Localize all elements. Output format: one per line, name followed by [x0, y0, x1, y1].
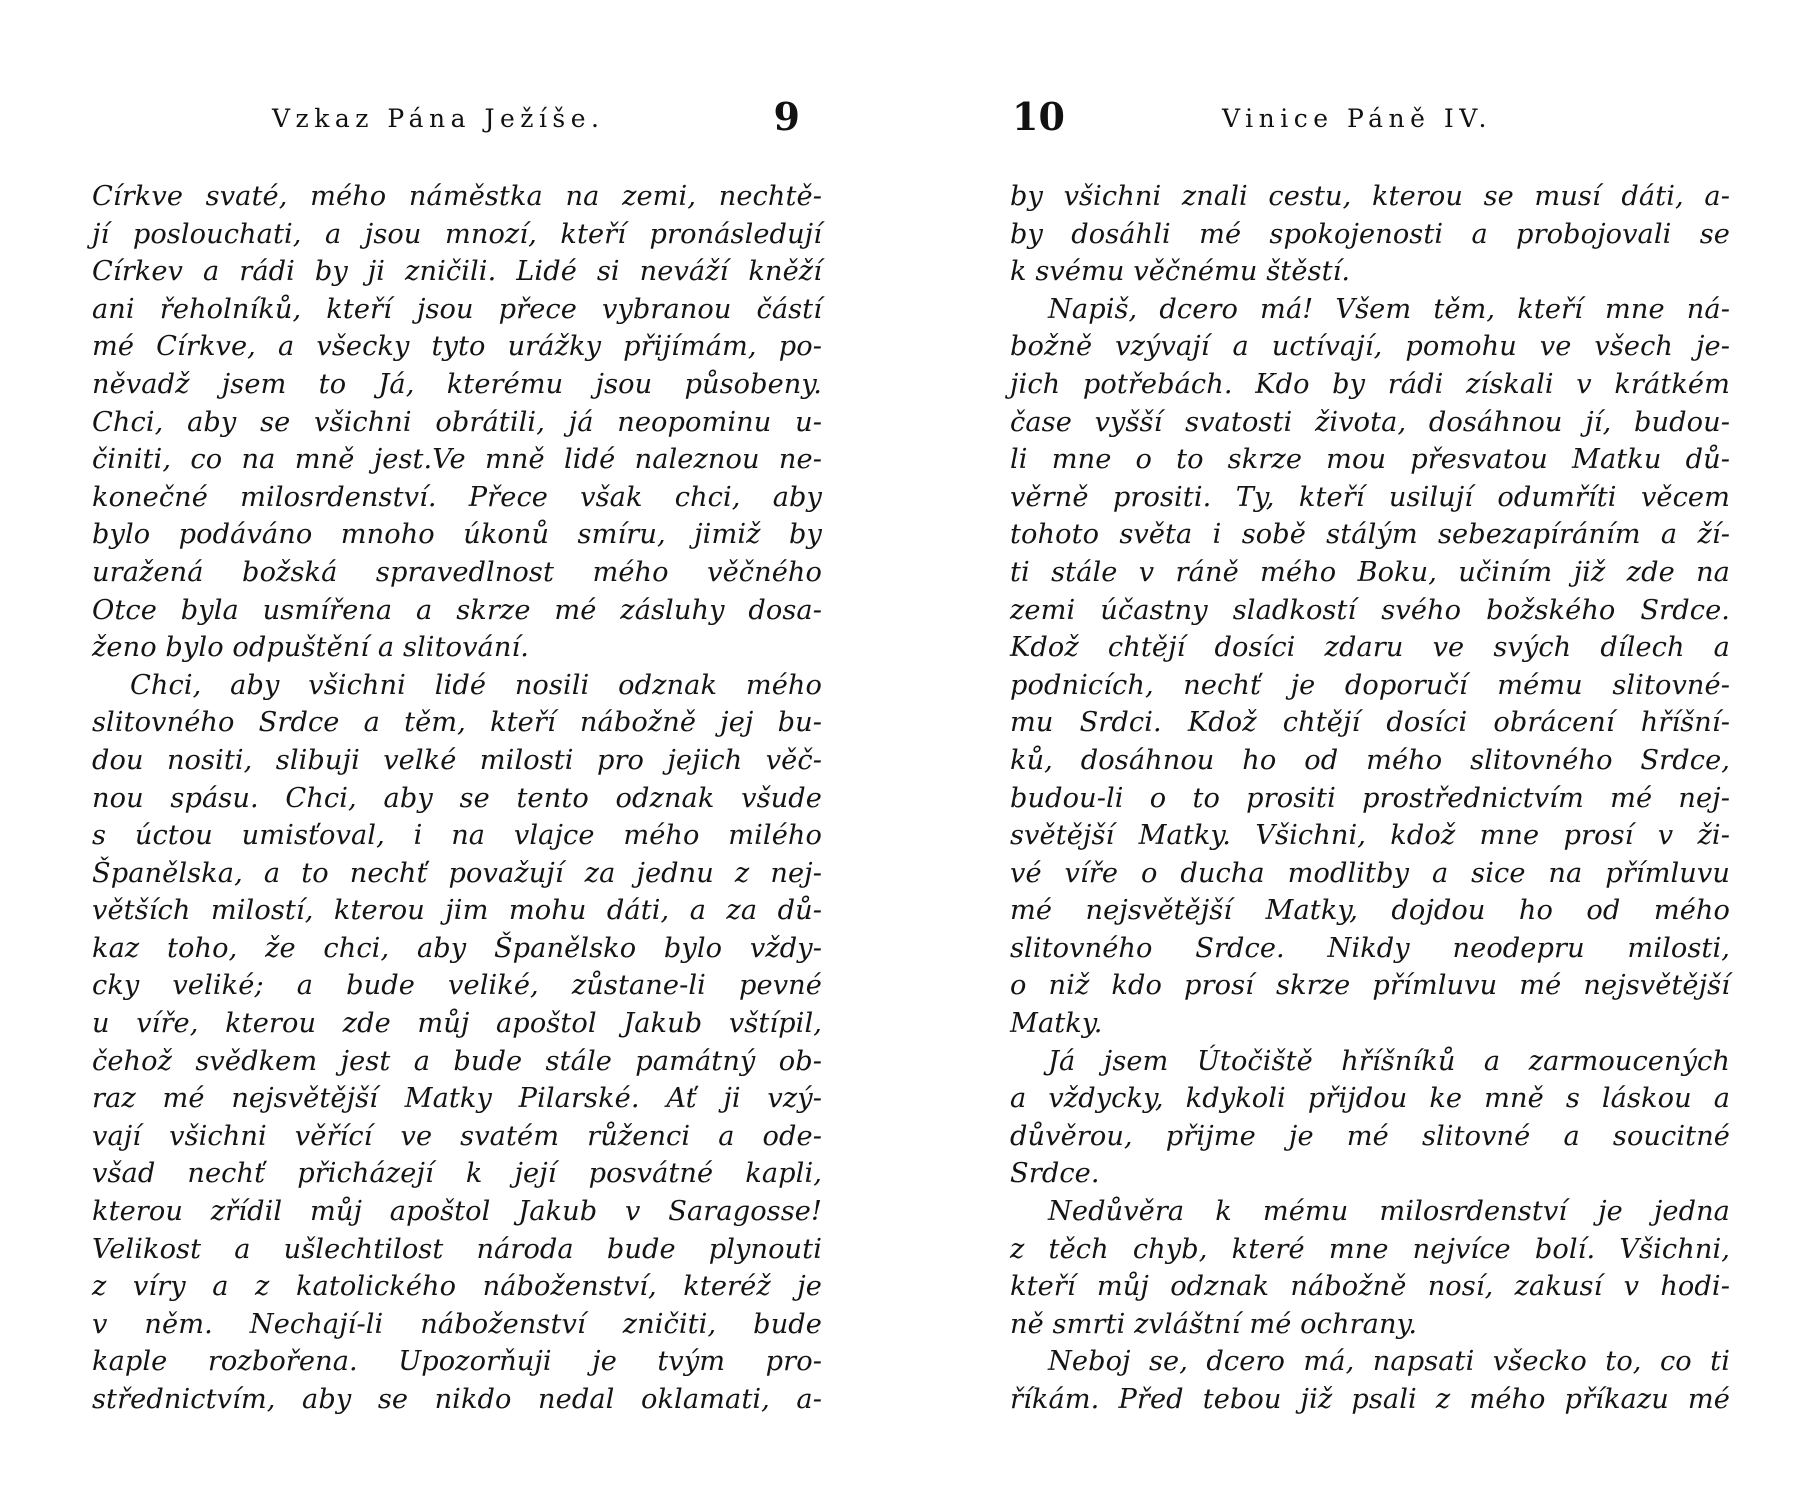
text-line: kaz toho, že chci, aby Španělsko bylo vždy-: [92, 932, 822, 964]
page-number: 10: [1012, 94, 1065, 139]
text-line: mé nejsvětější Matky, dojdou ho od mého: [1010, 895, 1730, 927]
text-line: a vždycky, kdykoli přijdou ke mně s láskou a: [1010, 1083, 1730, 1115]
text-line: Napiš, dcero má! Všem těm, kteří mne ná-: [1048, 293, 1730, 325]
text-line: říkám. Před tebou již psali z mého příkazu mé: [1010, 1384, 1730, 1415]
text-line: Chci, aby všichni lidé nosili odznak mého: [130, 669, 822, 701]
text-line: Církev a rádi by ji zničili. Lidé si neváží kněží: [92, 256, 822, 288]
text-line: činiti, co na mně jest.Ve mně lidé naleznou ne-: [92, 444, 822, 476]
text-line: jí poslouchati, a jsou mnozí, kteří pronásledují: [92, 218, 822, 250]
text-line: Já jsem Útočiště hříšníků a zarmoucených: [1048, 1045, 1730, 1077]
text-line: bylo podáváno mnoho úkonů smíru, jimiž by: [92, 519, 822, 551]
text-line: s úctou umisťoval, i na vlajce mého milého: [92, 820, 822, 852]
text-line: slitovného Srdce a těm, kteří nábožně jej bu-: [92, 707, 822, 739]
text-line: mé Církve, a všecky tyto urážky přijímám, po-: [92, 331, 822, 363]
text-line: uražená božská spravedlnost mého věčného: [92, 556, 822, 588]
text-line: střednictvím, aby se nikdo nedal oklamati, a-: [92, 1384, 822, 1415]
left-page-header: [92, 94, 822, 139]
text-line: ků, dosáhnou ho od mého slitovného Srdce,: [1010, 744, 1730, 776]
page-number: 9: [773, 94, 800, 139]
text-line: Kdož chtějí dosíci zdaru ve svých dílech a: [1010, 632, 1730, 664]
text-line: Srdce.: [1010, 1158, 1100, 1190]
text-line: Španělska, a to nechť považují za jednu z nej-: [92, 857, 822, 889]
text-line: budou-li o to prositi prostřednictvím mé nej-: [1010, 782, 1730, 814]
text-line: důvěrou, přijme je mé slitovné a soucitné: [1010, 1120, 1730, 1152]
text-line: kaple rozbořena. Upozorňuji je tvým pro-: [92, 1346, 822, 1378]
right-page-body-text: [1010, 178, 1730, 1419]
text-line: cky veliké; a bude veliké, zůstane-li pevné: [92, 970, 822, 1002]
right-page-header: [1010, 94, 1730, 139]
text-line: zemi účastny sladkostí svého božského Srdce.: [1010, 594, 1730, 626]
text-line: raz mé nejsvětější Matky Pilarské. Ať ji vzý-: [92, 1083, 822, 1115]
text-line: podnicích, nechť je doporučí mému slitovné-: [1010, 669, 1730, 701]
text-line: něvadž jsem to Já, kterému jsou působeny.: [92, 368, 822, 400]
text-line: k svému věčnému štěstí.: [1010, 256, 1351, 288]
text-line: dou nositi, slibuji velké milosti pro jejich věč-: [92, 744, 822, 776]
text-line: konečné milosrdenství. Přece však chci, aby: [92, 481, 822, 513]
text-line: li mne o to skrze mou přesvatou Matku dů-: [1010, 444, 1730, 476]
running-title: Vzkaz Pána Ježíše.: [272, 104, 605, 133]
text-line: mu Srdci. Kdož chtějí dosíci obrácení hříšní-: [1010, 707, 1730, 739]
text-line: nou spásu. Chci, aby se tento odznak všude: [92, 782, 822, 814]
left-page: [92, 0, 822, 1500]
text-line: ně smrti zvláštní mé ochrany.: [1010, 1308, 1418, 1340]
text-line: slitovného Srdce. Nikdy neodepru milosti,: [1010, 932, 1730, 964]
text-line: božně vzývají a uctívají, pomohu ve všech je-: [1010, 331, 1730, 363]
text-line: Velikost a ušlechtilost národa bude plynouti: [92, 1233, 822, 1265]
text-line: čehož svědkem jest a bude stále památný ob-: [92, 1045, 822, 1077]
text-line: světější Matky. Všichni, kdož mne prosí v ži-: [1010, 820, 1730, 852]
text-line: čase vyšší svatosti života, dosáhnou jí, budou-: [1010, 406, 1730, 438]
text-line: vé víře o ducha modlitby a sice na přímluvu: [1010, 857, 1730, 889]
text-line: věrně prositi. Ty, kteří usilují odumříti věcem: [1010, 481, 1730, 513]
text-line: o niž kdo prosí skrze přímluvu mé nejsvětější: [1010, 970, 1730, 1002]
right-page: [1010, 0, 1730, 1500]
text-line: tohoto světa i sobě stálým sebezapíráním a ží-: [1010, 519, 1730, 551]
text-line: ženo bylo odpuštění a slitování.: [92, 632, 530, 664]
text-line: u víře, kterou zde můj apoštol Jakub vštípil,: [92, 1008, 822, 1040]
text-line: větších milostí, kterou jim mohu dáti, a za dů-: [92, 895, 822, 927]
text-line: ani řeholníků, kteří jsou přece vybranou částí: [92, 293, 822, 325]
text-line: kterou zřídil můj apoštol Jakub v Saragosse!: [92, 1196, 822, 1228]
text-line: Matky.: [1010, 1008, 1103, 1040]
text-line: z těch chyb, které mne nejvíce bolí. Všichni,: [1010, 1233, 1730, 1265]
text-line: Otce byla usmířena a skrze mé zásluhy dosa-: [92, 594, 822, 626]
text-line: Neboj se, dcero má, napsati všecko to, co ti: [1048, 1346, 1730, 1378]
text-line: Církve svaté, mého náměstka na zemi, nechtě-: [92, 181, 822, 212]
text-line: z víry a z katolického náboženství, kteréž je: [92, 1271, 822, 1303]
text-line: v něm. Nechají-li náboženství zničiti, bude: [92, 1308, 822, 1340]
text-line: by dosáhli mé spokojenosti a probojovali se: [1010, 218, 1730, 250]
text-line: kteří můj odznak nábožně nosí, zakusí v hodi-: [1010, 1271, 1730, 1303]
text-line: ti stále v ráně mého Boku, učiním již zde na: [1010, 556, 1730, 588]
running-title: Vinice Páně IV.: [1222, 104, 1492, 133]
text-line: by všichni znali cestu, kterou se musí dáti, a-: [1010, 181, 1730, 212]
text-line: Chci, aby se všichni obrátili, já neopominu u-: [92, 406, 822, 438]
text-line: Nedůvěra k mému milosrdenství je jedna: [1048, 1196, 1730, 1228]
left-page-body-text: [92, 178, 822, 1419]
text-line: vají všichni věřící ve svatém růženci a ode-: [92, 1120, 822, 1152]
text-line: jich potřebách. Kdo by rádi získali v krátkém: [1010, 368, 1730, 400]
text-line: všad nechť přicházejí k její posvátné kapli,: [92, 1158, 822, 1190]
